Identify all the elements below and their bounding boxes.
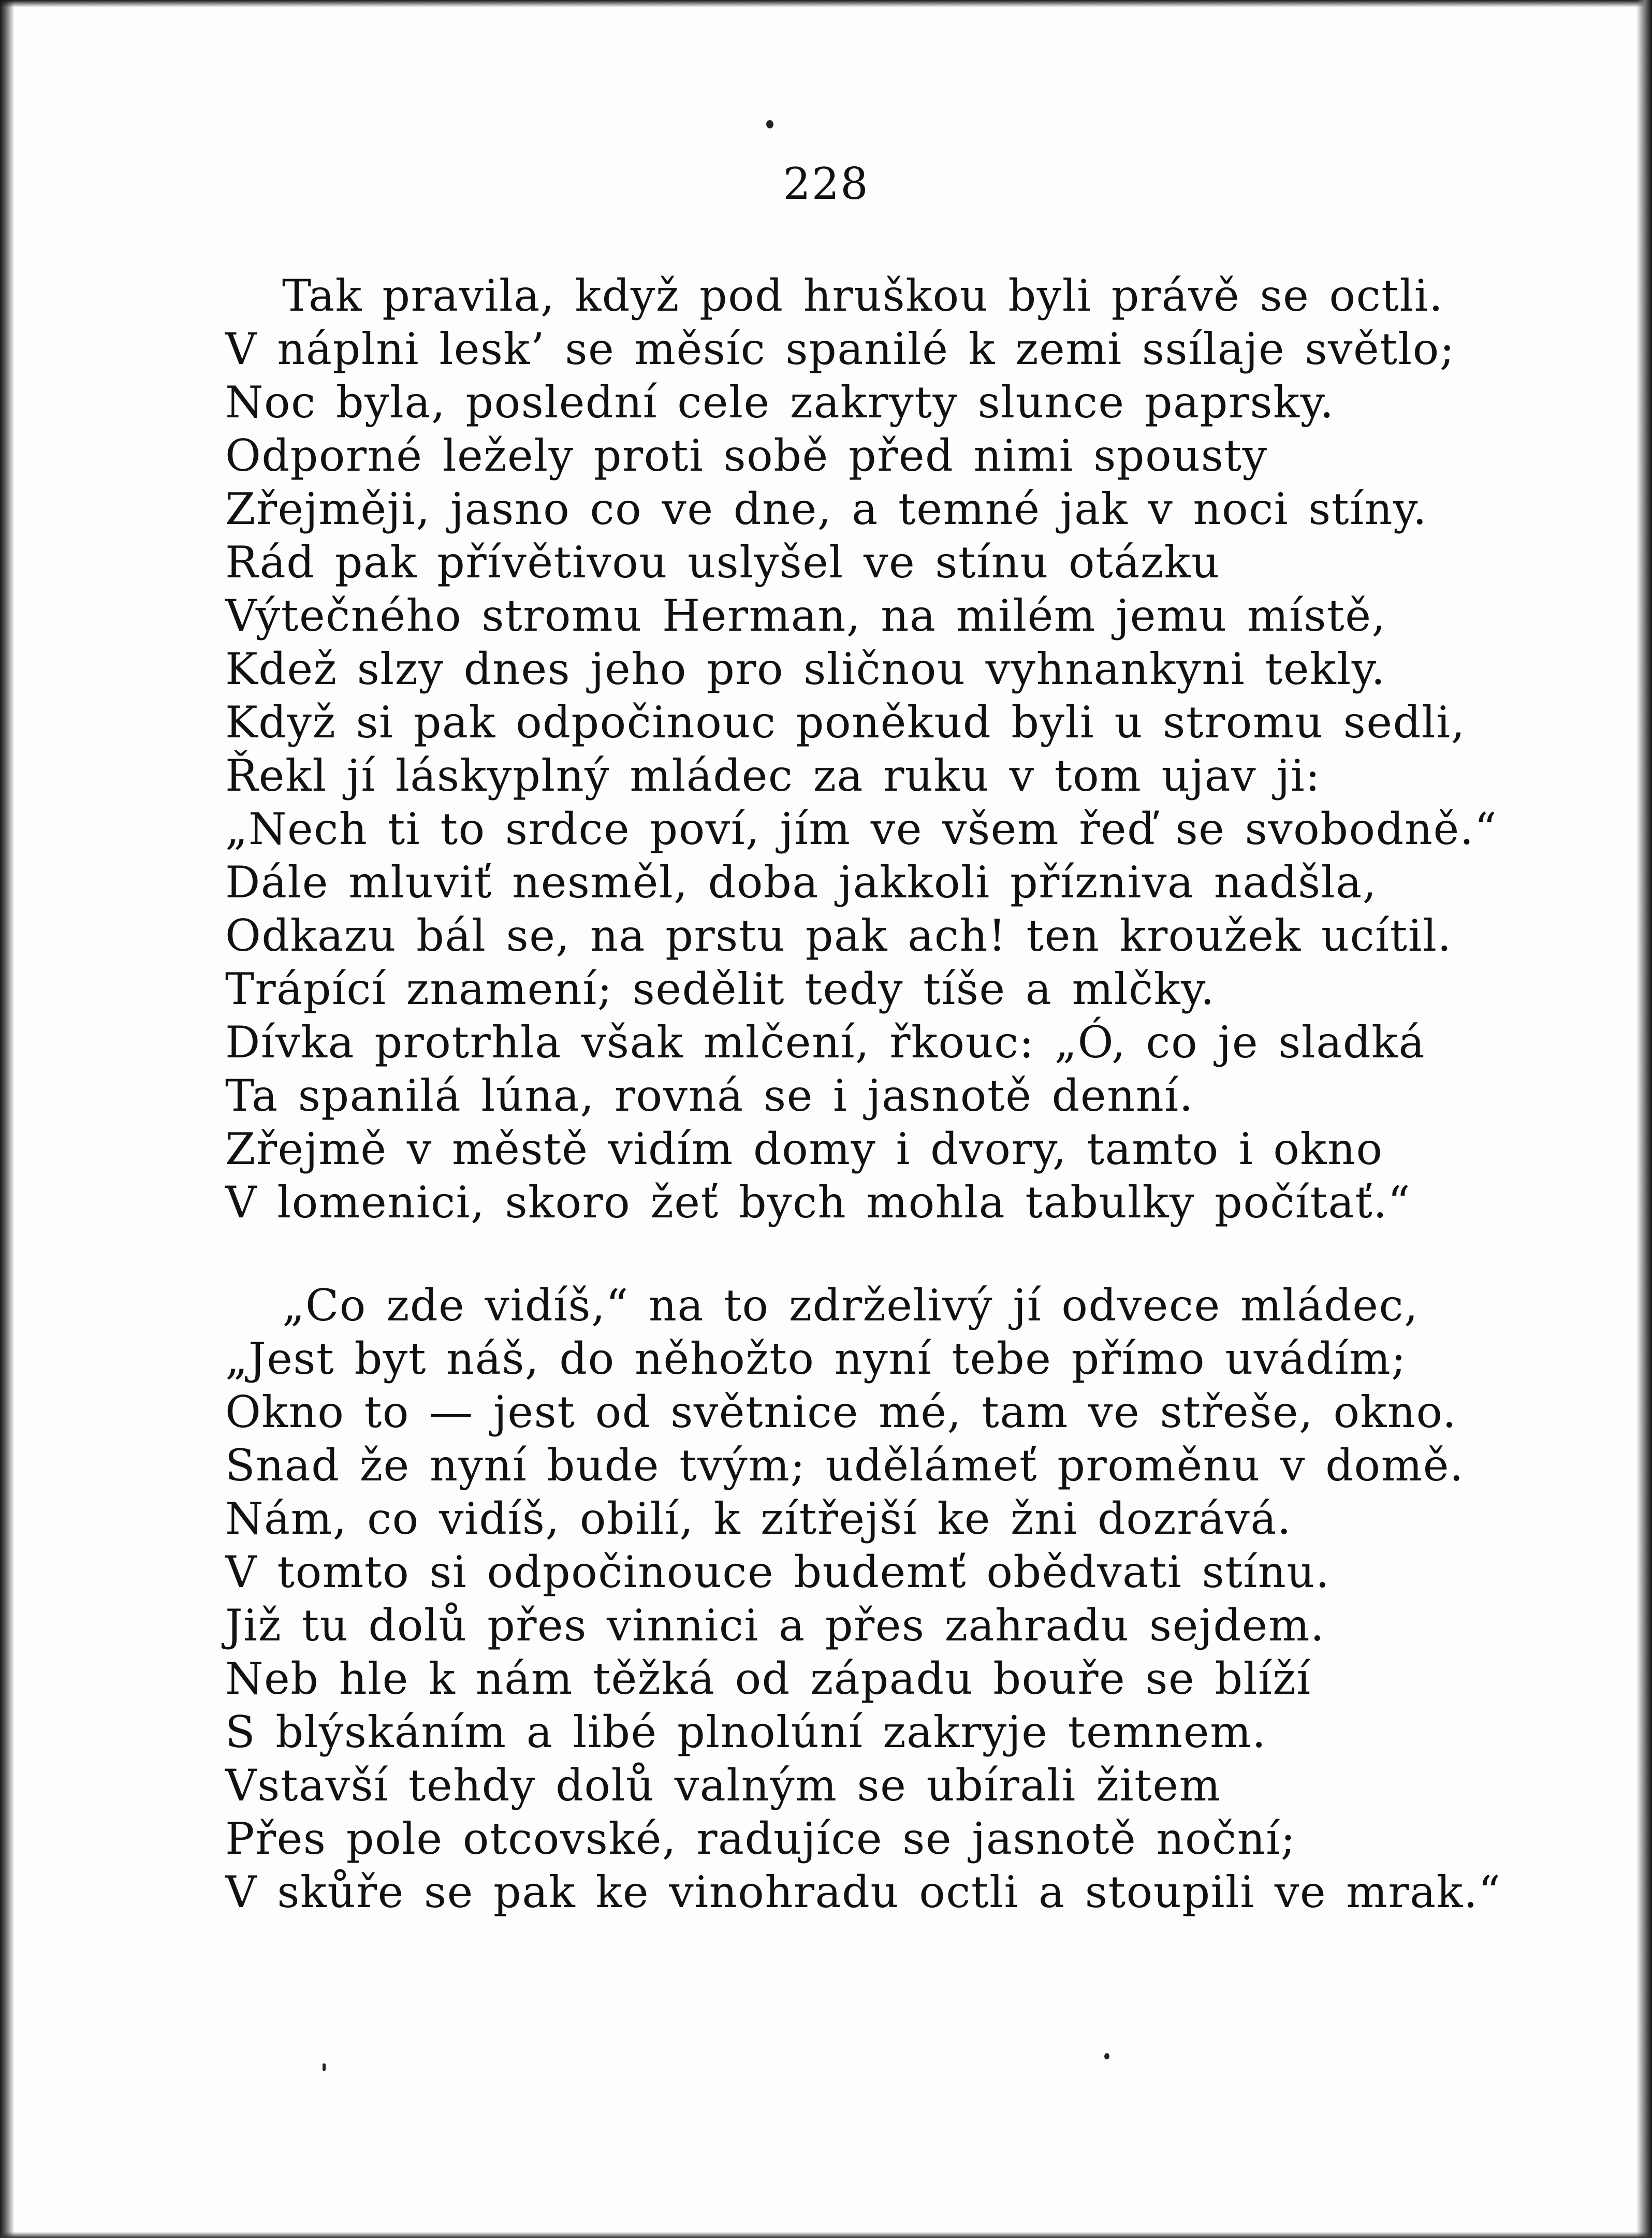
page-edge-top [0, 0, 1652, 7]
verse-line: Výtečného stromu Herman, na milém jemu místě, [225, 590, 1386, 641]
verse-line: V skůře se pak ke vinohradu octli a stoupili ve mrak.“ [225, 1867, 1501, 1917]
verse-line: Zřejměji, jasno co ve dne, a temné jak v noci stíny. [225, 484, 1428, 534]
verse-line: „Nech ti to srdce poví, jím ve všem řeď se svobodně.“ [225, 804, 1498, 854]
page-number: 228 [783, 158, 869, 209]
verse-line: Když si pak odpočinouc poněkud byli u stromu sedli, [225, 697, 1466, 748]
page-edge-left [0, 0, 14, 2238]
ink-speck [766, 120, 773, 128]
verse-line: V lomenici, skoro žeť bych mohla tabulky počítať.“ [225, 1177, 1411, 1228]
verse-line: Snad že nyní bude tvým; udělámeť proměnu v domě. [225, 1440, 1465, 1491]
verse-line: Přes pole otcovské, radujíce se jasnotě noční; [225, 1813, 1296, 1864]
verse-line: Zřejmě v městě vidím domy i dvory, tamto i okno [225, 1124, 1383, 1174]
verse-line: Vstavší tehdy dolů valným se ubírali žitem [225, 1760, 1221, 1811]
verse-line: Dívka protrhla však mlčení, řkouc: „Ó, co je sladká [225, 1017, 1426, 1068]
verse-line: Okno to — jest od světnice mé, tam ve střeše, okno. [225, 1387, 1457, 1437]
stanza [225, 269, 1499, 1229]
verse-line: Tak pravila, když pod hruškou byli právě se octli. [282, 270, 1444, 321]
verse-line: Již tu dolů přes vinnici a přes zahradu sejdem. [225, 1600, 1325, 1651]
verse-line: Odporné ležely proti sobě před nimi spousty [225, 430, 1268, 481]
ink-speck [1104, 2053, 1109, 2059]
verse-line: „Co zde vidíš,“ na to zdrželivý jí odvece mládec, [282, 1280, 1419, 1331]
verse-line: V náplni lesk’ se měsíc spanilé k zemi ssílaje světlo; [225, 324, 1455, 374]
verse-line: Nám, co vidíš, obilí, k zítřejší ke žni dozrává. [225, 1493, 1292, 1544]
verse-line: V tomto si odpočinouce budemť obědvati stínu. [225, 1547, 1331, 1597]
verse-line: Noc byla, poslední cele zakryty slunce paprsky. [225, 377, 1335, 428]
verse-line: Odkazu bál se, na prstu pak ach! ten kroužek ucítil. [225, 910, 1452, 961]
verse-line: Kdež slzy dnes jeho pro sličnou vyhnankyni tekly. [225, 644, 1386, 694]
page-edge-bottom [0, 2232, 1652, 2238]
verse-line: Trápící znamení; sedělit tedy tíše a mlčky. [225, 964, 1216, 1014]
verse-line: S blýskáním a libé plnolúní zakryje temnem. [225, 1707, 1267, 1757]
verse-line: Neb hle k nám těžká od západu bouře se blíží [225, 1653, 1311, 1704]
ink-speck [323, 2063, 326, 2071]
stanza [225, 1279, 1499, 1919]
page-edge-right [1636, 0, 1652, 2238]
verse-line: Ta spanilá lúna, rovná se i jasnotě denní. [225, 1070, 1194, 1121]
verse-line: „Jest byt náš, do něhožto nyní tebe přímo uvádím; [225, 1333, 1407, 1384]
verse-line: Rád pak přívětivou uslyšel ve stínu otázku [225, 537, 1220, 588]
verse-line: Řekl jí láskyplný mládec za ruku v tom ujav ji: [225, 750, 1321, 801]
verse-line: Dále mluviť nesměl, doba jakkoli přízniva nadšla, [225, 857, 1377, 908]
